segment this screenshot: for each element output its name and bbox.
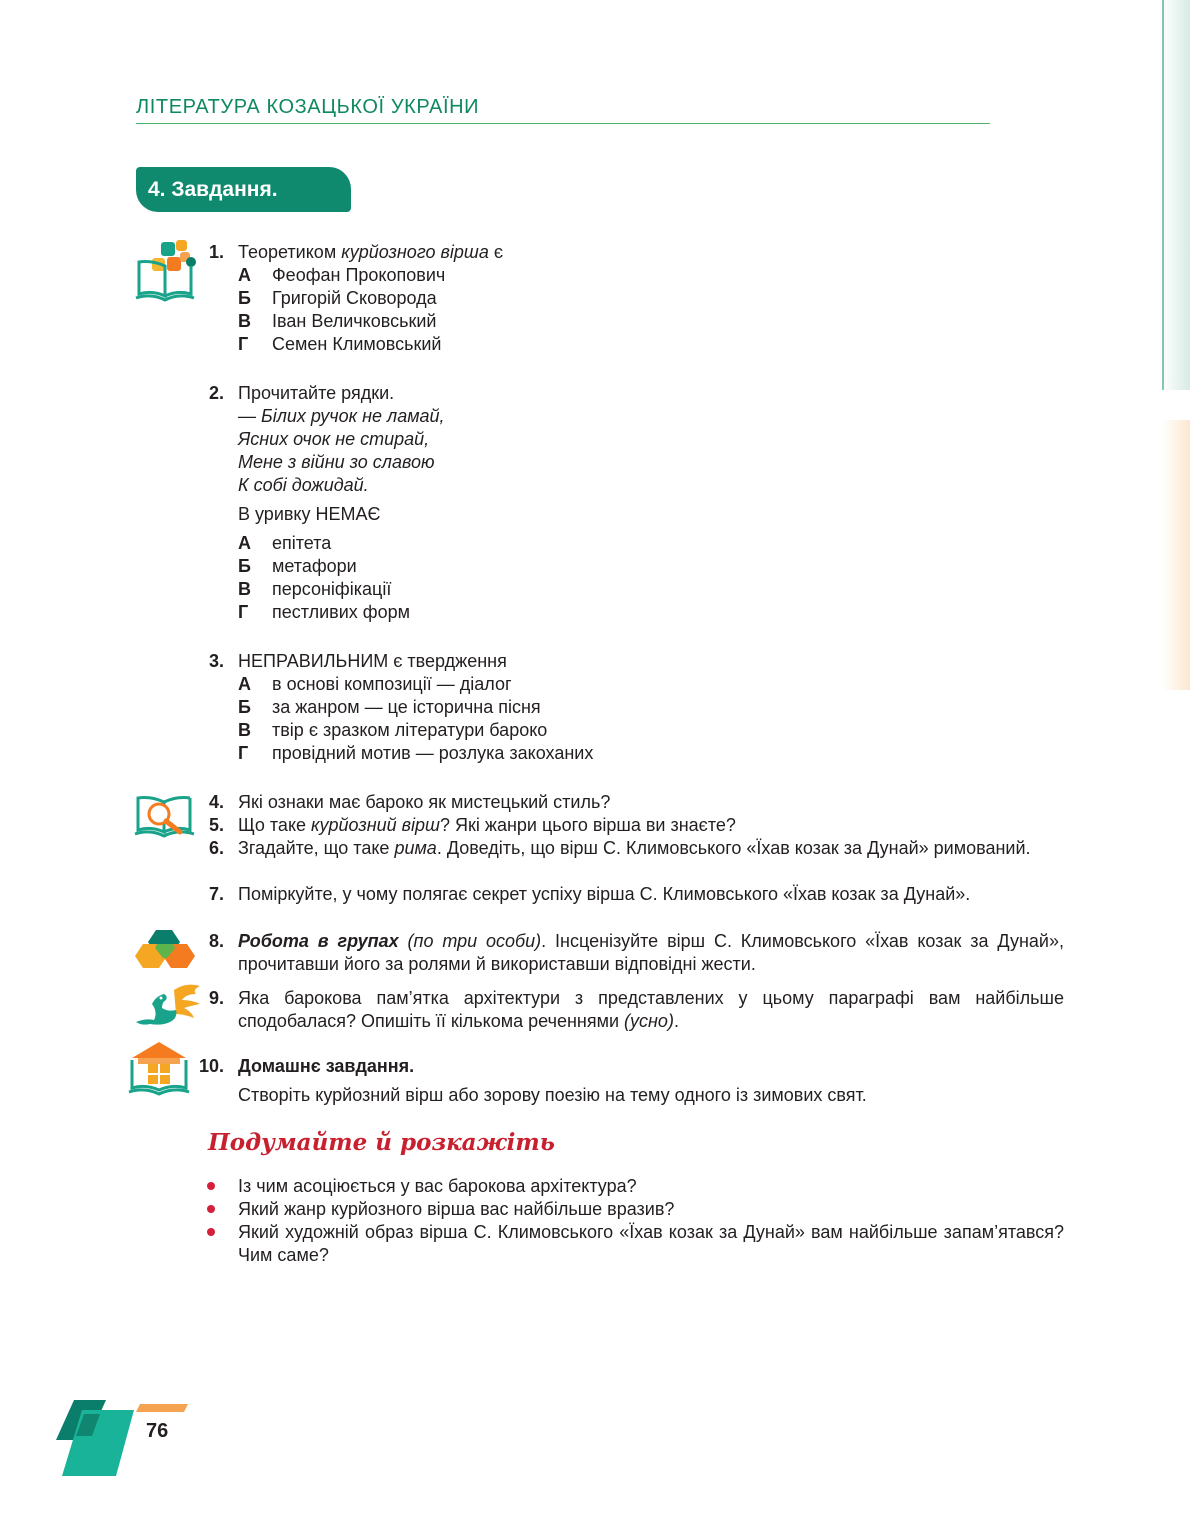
homework-text: Створіть курйозний вірш або зорову поезію на тему одного із зимових свят. [238, 1085, 867, 1105]
think-item: Який жанр курйозного вірша вас найбільше вразив? [238, 1199, 675, 1219]
poem-line: Мене з війни зо славою [238, 452, 435, 472]
q1-text: Теоретиком курйозного вірша є [238, 242, 504, 262]
q10-number: 10. [198, 1056, 224, 1076]
q4-text: Які ознаки має бароко як мистецький стиль? [238, 792, 611, 812]
page-corner-decoration [54, 1400, 194, 1478]
poem-line: — Білих ручок не ламай, [238, 406, 445, 426]
q3-text: НЕПРАВИЛЬНИМ є твердження [238, 651, 507, 671]
running-head-rule [136, 123, 990, 124]
q9-number: 9. [208, 988, 224, 1008]
house-book-icon [128, 1040, 190, 1096]
q8-text: Робота в групах (по три особи). Інсценізуйте вірш С. Климовського «Їхав козак за Дунай», прочитавши його за ролями й використавши відповідні жести. [238, 931, 1064, 974]
q5-text: Що таке курйозний вірш? Які жанри цього вірша ви знаєте? [238, 815, 736, 835]
edge-decoration-bottom [1162, 420, 1190, 690]
q2-text: Прочитайте рядки. [238, 383, 395, 403]
q2-prompt: В уривку НЕМАЄ [238, 504, 381, 524]
q7-number: 7. [208, 884, 224, 904]
q2-number: 2. [208, 383, 224, 403]
poem-line: К собі дожидай. [238, 475, 369, 495]
q5-number: 5. [208, 815, 224, 835]
homework-title: Домашнє завдання. [238, 1056, 415, 1076]
q9-text: Яка барокова пам’ятка архітектури з представлених у цьому параграфі вам найбільше сподобалася? Опишіть її кількома реченнями (усно). [238, 988, 1064, 1031]
section-title: 4. Завдання. [136, 167, 351, 212]
q8-number: 8. [208, 931, 224, 951]
think-item: Із чим асоціюється у вас барокова архітектура? [238, 1176, 637, 1196]
think-section-title: Подумайте й розкажіть [208, 1129, 555, 1156]
think-item: Який художній образ вірша С. Климовського «Їхав козак за Дунай» вам найбільше запам’ятався? Чим саме? [238, 1222, 1064, 1265]
hexagons-icon [134, 928, 198, 972]
page-number: 76 [146, 1420, 169, 1442]
bullet [207, 1228, 215, 1236]
blocks-book-icon [134, 238, 200, 304]
q6-text: Згадайте, що таке рима. Доведіть, що вірш С. Климовського «Їхав козак за Дунай» римований. [238, 838, 1031, 858]
bullet [207, 1205, 215, 1213]
magnifier-book-icon [134, 792, 196, 842]
q3-number: 3. [208, 651, 224, 671]
poem-line: Ясних очок не стирай, [238, 429, 430, 449]
q7-text: Поміркуйте, у чому полягає секрет успіху вірша С. Климовського «Їхав козак за Дунай». [238, 884, 971, 904]
q4-number: 4. [208, 792, 224, 812]
q1-number: 1. [208, 242, 224, 262]
running-head: ЛІТЕРАТУРА КОЗАЦЬКОЇ УКРАЇНИ [136, 96, 480, 118]
edge-decoration-top [1162, 0, 1190, 390]
q6-number: 6. [208, 838, 224, 858]
bullet [207, 1182, 215, 1190]
